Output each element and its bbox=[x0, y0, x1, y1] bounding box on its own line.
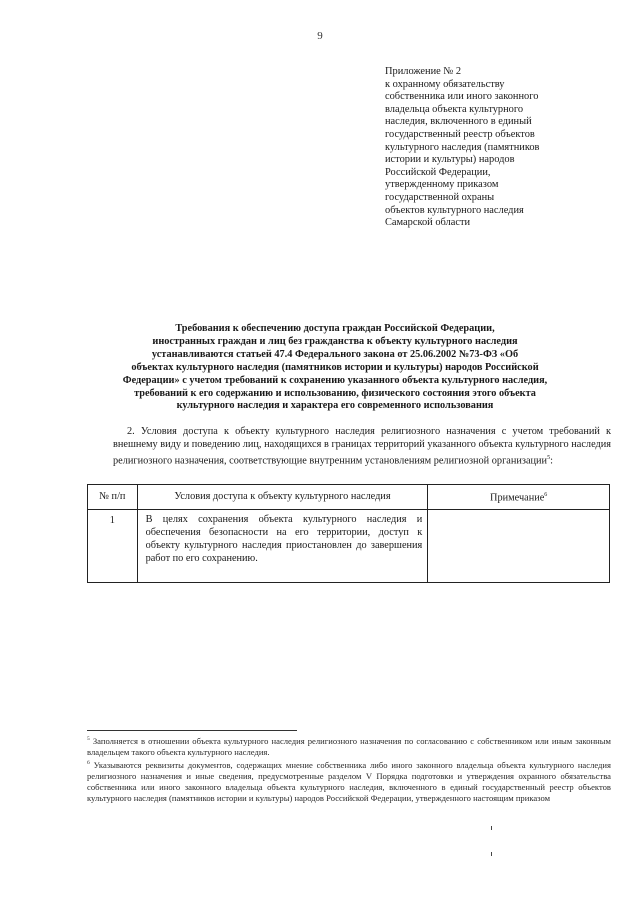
row-condition: В целях сохранения объекта культурного наследия и обеспечения безопасности на его территории, доступ к объекту культурного наследия приостановлен до завершения работ по его сохранению. bbox=[137, 510, 428, 583]
row-num: 1 bbox=[88, 510, 138, 583]
footnotes bbox=[87, 730, 611, 805]
appendix-line: владельца объекта культурного bbox=[385, 103, 524, 115]
appendix-line: к охранному обязательству bbox=[385, 78, 505, 90]
appendix-line: Самарской области bbox=[385, 217, 471, 229]
footnote-6-ref: 6 bbox=[87, 760, 90, 767]
footnote-6 bbox=[87, 758, 611, 803]
header-condition bbox=[137, 485, 428, 510]
page-number: 9 bbox=[317, 30, 323, 42]
scan-mark bbox=[491, 826, 492, 830]
footnote-5 bbox=[87, 734, 611, 757]
scan-mark bbox=[491, 852, 492, 856]
header-condition-label: Условия доступа к объекту культурного наследия bbox=[174, 490, 391, 502]
appendix-line: объектов культурного наследия bbox=[385, 204, 524, 216]
appendix-line: культурного наследия (памятников bbox=[385, 141, 540, 153]
appendix-line: государственной охраны bbox=[385, 191, 495, 203]
footnote-ref-6[interactable]: 6 bbox=[544, 491, 548, 498]
title-line: Федерации» с учетом требований к сохранению указанного объекта культурного наследия, bbox=[122, 374, 548, 386]
title-line: культурного наследия и характера его современного использования bbox=[176, 400, 494, 412]
title-line: устанавливаются статьей 47.4 Федерального закона от 25.06.2002 №73-ФЗ «Об bbox=[151, 348, 519, 360]
footnote-5-ref: 5 bbox=[87, 736, 90, 742]
footnote-5-text: Заполняется в отношении объекта культурного наследия религиозного назначения по согласованию с собственником или иным законным владельцем такого объекта культурного наследия. bbox=[87, 735, 611, 757]
appendix-line: истории и культуры) народов bbox=[385, 154, 515, 166]
table-row bbox=[88, 510, 610, 583]
appendix-header bbox=[385, 66, 600, 230]
appendix-line: Российской Федерации, bbox=[385, 166, 491, 178]
footnote-6-text: Указываются реквизиты документов, содержащих мнение собственника либо иного законного владельца объекта культурного наследия религиозного назначения и иные сведения, предусмотренные разделом V Порядка подготовки и утверждения охранного обязательства собственника или иного законного владельца объекта культурного наследия, включенного в единый государственный реестр объектов культурного наследия (памятников истории и культуры) народов Российской Федерации, утвержденного настоящим приказом bbox=[87, 760, 611, 803]
footnote-divider bbox=[87, 730, 297, 731]
intro-suffix: : bbox=[550, 455, 553, 467]
appendix-line: наследия, включенного в единый bbox=[385, 116, 532, 128]
title-line: объектах культурного наследия (памятников истории и культуры) народов Российской bbox=[131, 361, 539, 373]
conditions-table bbox=[87, 484, 610, 583]
title-line: требований к его содержанию и использованию, физического состояния этого объекта bbox=[134, 387, 536, 399]
appendix-line: Приложение № 2 bbox=[385, 66, 462, 77]
title-line: иностранных граждан и лиц без гражданства к объекту культурного наследия bbox=[152, 335, 518, 347]
appendix-line: собственника или иного законного bbox=[385, 91, 539, 103]
row-note bbox=[428, 510, 610, 583]
header-num: № п/п bbox=[88, 485, 138, 510]
header-note bbox=[428, 485, 610, 510]
footnote-ref-5[interactable]: 5 bbox=[547, 454, 551, 461]
appendix-line: утвержденному приказом bbox=[385, 179, 499, 191]
table-header-row bbox=[88, 485, 610, 510]
header-note-label: Примечание bbox=[490, 492, 545, 504]
intro-text: 2. Условия доступа к объекту культурного наследия религиозного назначения с учетом требований к внешнему виду и поведению лиц, находящихся в границах территорий указанного объекта культурного наследия религиозного назначения, соответствующие внутренним установлениям религиозной организации bbox=[113, 426, 611, 467]
appendix-line: государственный реестр объектов bbox=[385, 128, 535, 140]
document-title bbox=[85, 323, 585, 413]
intro-paragraph bbox=[113, 426, 611, 468]
title-line: Требования к обеспечению доступа граждан Российской Федерации, bbox=[175, 323, 495, 334]
